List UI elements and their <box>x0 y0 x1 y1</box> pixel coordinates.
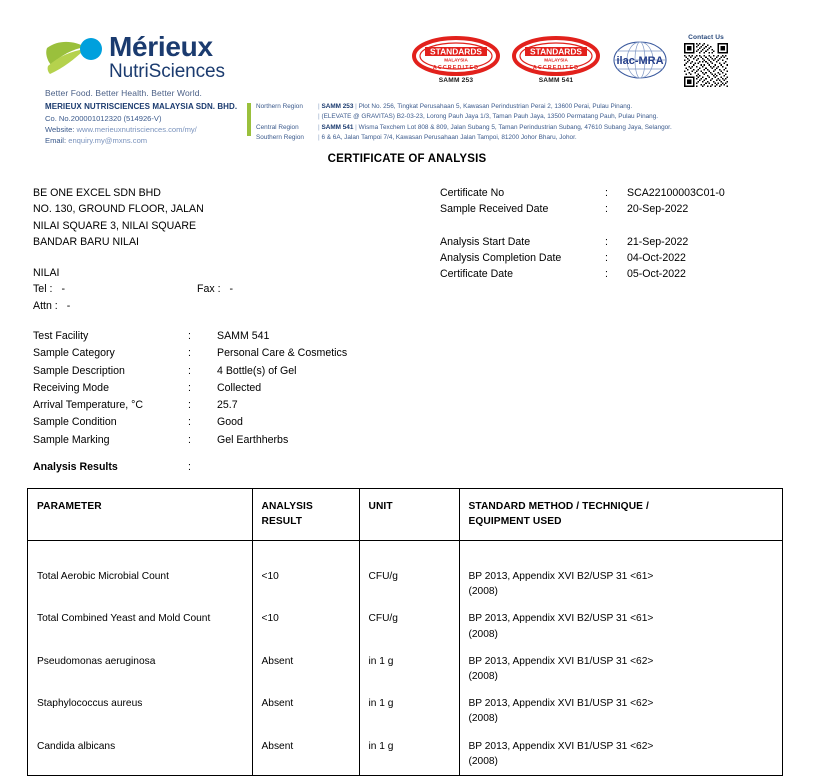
attn-label: Attn : <box>33 299 58 312</box>
column-header-line: ANALYSIS <box>261 501 313 512</box>
column-header-standard-method <box>459 489 782 541</box>
column-header-line: EQUIPMENT USED <box>468 515 562 527</box>
column-header-analysis-result <box>252 489 359 541</box>
cell-method-line: (2008) <box>468 586 498 598</box>
accreditation-seals <box>412 36 600 84</box>
customer-address-line: NILAI SQUARE 3, NILAI SQUARE <box>33 219 197 232</box>
analysis-results-table <box>27 488 783 776</box>
seal-code: SAMM 541 <box>538 77 574 84</box>
accreditation-seal <box>412 36 500 84</box>
email-address[interactable]: enquiry.my@mxns.com <box>68 135 148 145</box>
table-row <box>28 563 782 605</box>
meta-row <box>440 250 725 266</box>
meta-colon: : <box>605 235 608 248</box>
fax-value: - <box>229 283 234 296</box>
cell-unit: in 1 g <box>359 690 459 732</box>
cell-parameter: Total Combined Yeast and Mold Count <box>28 605 252 647</box>
sample-info-row <box>33 380 347 397</box>
cell-unit: CFU/g <box>359 605 459 647</box>
region-address: Wisma Texchem Lot 808 & 809, Jalan Subang 5, Taman Perindustrian Subang, 47610 Subang Jaya, Selangor. <box>358 123 672 131</box>
sample-info-row <box>33 432 347 449</box>
header-green-divider <box>247 103 251 136</box>
region-code: SAMM 541 <box>321 123 354 131</box>
table-spacer-row <box>28 541 782 564</box>
sample-info-row <box>33 363 347 380</box>
region-address: (ELEVATE @ GRAVITAS) B2-03-23, Lorong Pauh Jaya 1/3, Taman Pauh Jaya, 13500 Permatang Pauh, Pulau Pinang. <box>321 113 659 121</box>
customer-address-line: NO. 130, GROUND FLOOR, JALAN <box>33 203 204 216</box>
cell-parameter: Total Aerobic Microbial Count <box>28 563 252 605</box>
meta-row <box>440 201 725 217</box>
meta-colon: : <box>605 203 608 216</box>
cell-method-line: (2008) <box>468 628 498 640</box>
cell-result: <10 <box>252 605 359 647</box>
cell-unit: in 1 g <box>359 733 459 775</box>
ilac-mra-logo-icon <box>612 40 668 80</box>
table-row <box>28 648 782 690</box>
sample-info-colon: : <box>188 416 191 429</box>
sample-info-colon: : <box>188 347 191 360</box>
attn-value: - <box>66 299 71 312</box>
cell-method-line: BP 2013, Appendix XVI B2/USP 31 <61> <box>468 571 654 582</box>
analysis-results-colon: : <box>188 461 191 474</box>
svg-text:STANDARDS: STANDARDS <box>530 46 582 57</box>
table-header-row <box>28 489 782 541</box>
brand-tagline: Better Food. Better Health. Better World. <box>45 88 203 98</box>
analysis-completion-date-value: 04-Oct-2022 <box>627 251 686 264</box>
meta-row <box>440 266 725 282</box>
cell-parameter: Pseudomonas aeruginosa <box>28 648 252 690</box>
cell-method-line: BP 2013, Appendix XVI B1/USP 31 <62> <box>468 740 654 752</box>
sample-info-row <box>33 397 347 414</box>
website-label: Website: <box>45 124 75 134</box>
certificate-no-value: SCA22100003C01-0 <box>627 187 725 199</box>
svg-text:ilac-MRA: ilac-MRA <box>616 55 664 67</box>
sample-info-colon: : <box>188 381 191 394</box>
document-header <box>0 0 814 145</box>
sample-info-colon: : <box>188 364 191 377</box>
table-row <box>28 733 782 775</box>
contact-qr-block <box>684 34 728 87</box>
region-name: Northern Region <box>256 103 303 110</box>
certificate-meta-block <box>440 185 725 282</box>
test-facility-value: SAMM 541 <box>217 330 270 342</box>
logo-name-secondary: NutriSciences <box>109 61 225 82</box>
brand-logo <box>45 33 225 98</box>
region-entry: Northern Region | SAMM 253 | Plot No. 256, Tingkat Perusahaan 5, Kawasan Perindustrian Perai 2, 13600 Perai, Pulau Pinang. <box>256 102 672 112</box>
email-label: Email: <box>45 135 67 145</box>
cell-method-line: (2008) <box>468 713 498 725</box>
sample-info-label: Test Facility <box>33 330 89 342</box>
customer-city <box>33 265 283 281</box>
analysis-start-date-value: 21-Sep-2022 <box>627 235 689 248</box>
fax-label: Fax : <box>197 283 221 296</box>
sample-received-date-value: 20-Sep-2022 <box>627 203 689 216</box>
region-entry: | (ELEVATE @ GRAVITAS) B2-03-23, Lorong Pauh Jaya 1/3, Taman Pauh Jaya, 13500 Permatang Pauh, Pulau Pinang. <box>318 113 659 121</box>
table-row <box>28 605 782 647</box>
customer-address-block <box>33 185 204 250</box>
cell-method-line: BP 2013, Appendix XVI B1/USP 31 <62> <box>468 698 654 710</box>
region-entry: Southern Region | 6 & 6A, Jalan Tampoi 7/4, Kawasan Perusahaan Jalan Tampoi, 81200 Johor Bharu, Johor. <box>256 133 672 143</box>
cell-result: <10 <box>252 563 359 605</box>
svg-text:ACCREDITED: ACCREDITED <box>532 65 580 71</box>
sample-description-value: 4 Bottle(s) of Gel <box>217 364 297 377</box>
analysis-results-row <box>33 459 347 476</box>
cell-method-line: (2008) <box>468 671 498 683</box>
svg-text:STANDARDS: STANDARDS <box>430 46 482 57</box>
meta-label: Analysis Completion Date <box>440 251 562 264</box>
cell-method-line: (2008) <box>468 755 498 767</box>
meta-colon: : <box>605 187 608 199</box>
column-header-line: RESULT <box>261 515 303 527</box>
sample-info-colon: : <box>188 433 191 446</box>
svg-text:MALAYSIA: MALAYSIA <box>544 57 568 63</box>
meta-label: Sample Received Date <box>440 203 549 216</box>
region-name: Central Region <box>256 123 299 131</box>
cell-method <box>459 563 782 605</box>
cell-unit: CFU/g <box>359 563 459 605</box>
svg-text:ACCREDITED: ACCREDITED <box>432 65 480 71</box>
region-name: Southern Region <box>256 134 304 142</box>
sample-info-label: Receiving Mode <box>33 381 109 394</box>
meta-row <box>440 234 725 250</box>
cell-method-line: BP 2013, Appendix XVI B2/USP 31 <61> <box>468 613 654 625</box>
sample-info-block <box>33 328 347 476</box>
tel-value: - <box>61 283 65 296</box>
sample-info-colon: : <box>188 399 191 412</box>
sample-info-row <box>33 328 347 345</box>
contact-us-qr-code[interactable] <box>684 43 728 87</box>
meta-row <box>440 185 725 201</box>
meta-colon: : <box>605 251 608 264</box>
sample-info-row <box>33 414 347 431</box>
website-url[interactable]: www.merieuxnutrisciences.com/my/ <box>76 124 197 134</box>
sample-condition-value: Good <box>217 416 243 429</box>
customer-city-value: NILAI <box>33 267 60 279</box>
region-address: 6 & 6A, Jalan Tampoi 7/4, Kawasan Perusahaan Jalan Tampoi, 81200 Johor Bharu, Johor. <box>321 134 577 142</box>
company-info <box>45 101 237 146</box>
sample-info-label: Sample Description <box>33 364 125 377</box>
receiving-mode-value: Collected <box>217 381 262 394</box>
meta-colon: : <box>605 268 608 281</box>
cell-method <box>459 733 782 775</box>
cell-method <box>459 648 782 690</box>
customer-name: BE ONE EXCEL SDN BHD <box>33 187 161 199</box>
sample-category-value: Personal Care & Cosmetics <box>217 347 348 360</box>
certificate-date-value: 05-Oct-2022 <box>627 268 686 281</box>
customer-attn-row <box>33 298 283 314</box>
cell-parameter: Staphylococcus aureus <box>28 690 252 732</box>
cell-parameter: Candida albicans <box>28 733 252 775</box>
sample-info-label: Arrival Temperature, °C <box>33 399 144 412</box>
column-header-unit: UNIT <box>359 489 459 541</box>
page-title: CERTIFICATE OF ANALYSIS <box>327 153 487 165</box>
meta-label: Certificate Date <box>440 268 514 281</box>
region-code: SAMM 253 <box>321 103 354 110</box>
company-registration: Co. No.200001012320 (514926-V) <box>45 113 162 123</box>
column-header-line: STANDARD METHOD / TECHNIQUE / <box>468 501 649 512</box>
meta-label: Certificate No <box>440 187 505 199</box>
cell-unit: in 1 g <box>359 648 459 690</box>
cell-result: Absent <box>252 648 359 690</box>
svg-text:MALAYSIA: MALAYSIA <box>444 57 468 63</box>
accreditation-seal <box>512 36 600 84</box>
region-address: Plot No. 256, Tingkat Perusahaan 5, Kawasan Perindustrian Perai 2, 13600 Perai, Pulau Pinang. <box>358 103 633 110</box>
sample-info-label: Sample Category <box>33 347 115 360</box>
customer-tel-fax-row <box>33 281 283 297</box>
sample-marking-value: Gel Earthherbs <box>217 433 289 446</box>
customer-address-line: BANDAR BARU NILAI <box>33 235 139 248</box>
cell-method-line: BP 2013, Appendix XVI B1/USP 31 <62> <box>468 655 654 667</box>
meta-label: Analysis Start Date <box>440 235 531 248</box>
arrival-temperature-value: 25.7 <box>217 399 238 412</box>
cell-method <box>459 690 782 732</box>
qr-label: Contact Us <box>688 34 724 41</box>
company-legal-name: MERIEUX NUTRISCIENCES MALAYSIA SDN. BHD. <box>45 102 238 111</box>
seal-code: SAMM 253 <box>438 77 474 84</box>
sample-info-row <box>33 345 347 362</box>
standards-malaysia-seal-icon <box>512 36 600 76</box>
cell-result: Absent <box>252 690 359 732</box>
analysis-results-label: Analysis Results <box>33 461 118 474</box>
standards-malaysia-seal-icon <box>412 36 500 76</box>
tel-label: Tel : <box>33 283 53 296</box>
merieux-leaf-dot-icon <box>45 35 107 79</box>
sample-info-colon: : <box>188 330 191 342</box>
region-entry: Central Region | SAMM 541 | Wisma Texchem Lot 808 & 809, Jalan Subang 5, Taman Perindustrian Subang, 47610 Subang Jaya, Selangor. <box>256 123 672 133</box>
logo-name-primary: Mérieux <box>109 31 213 62</box>
sample-info-label: Sample Marking <box>33 433 110 446</box>
table-row <box>28 690 782 732</box>
sample-info-label: Sample Condition <box>33 416 117 429</box>
customer-contact-block <box>33 265 283 314</box>
cell-method <box>459 605 782 647</box>
regional-offices-list <box>256 102 672 144</box>
column-header-parameter: PARAMETER <box>28 489 252 541</box>
cell-result: Absent <box>252 733 359 775</box>
